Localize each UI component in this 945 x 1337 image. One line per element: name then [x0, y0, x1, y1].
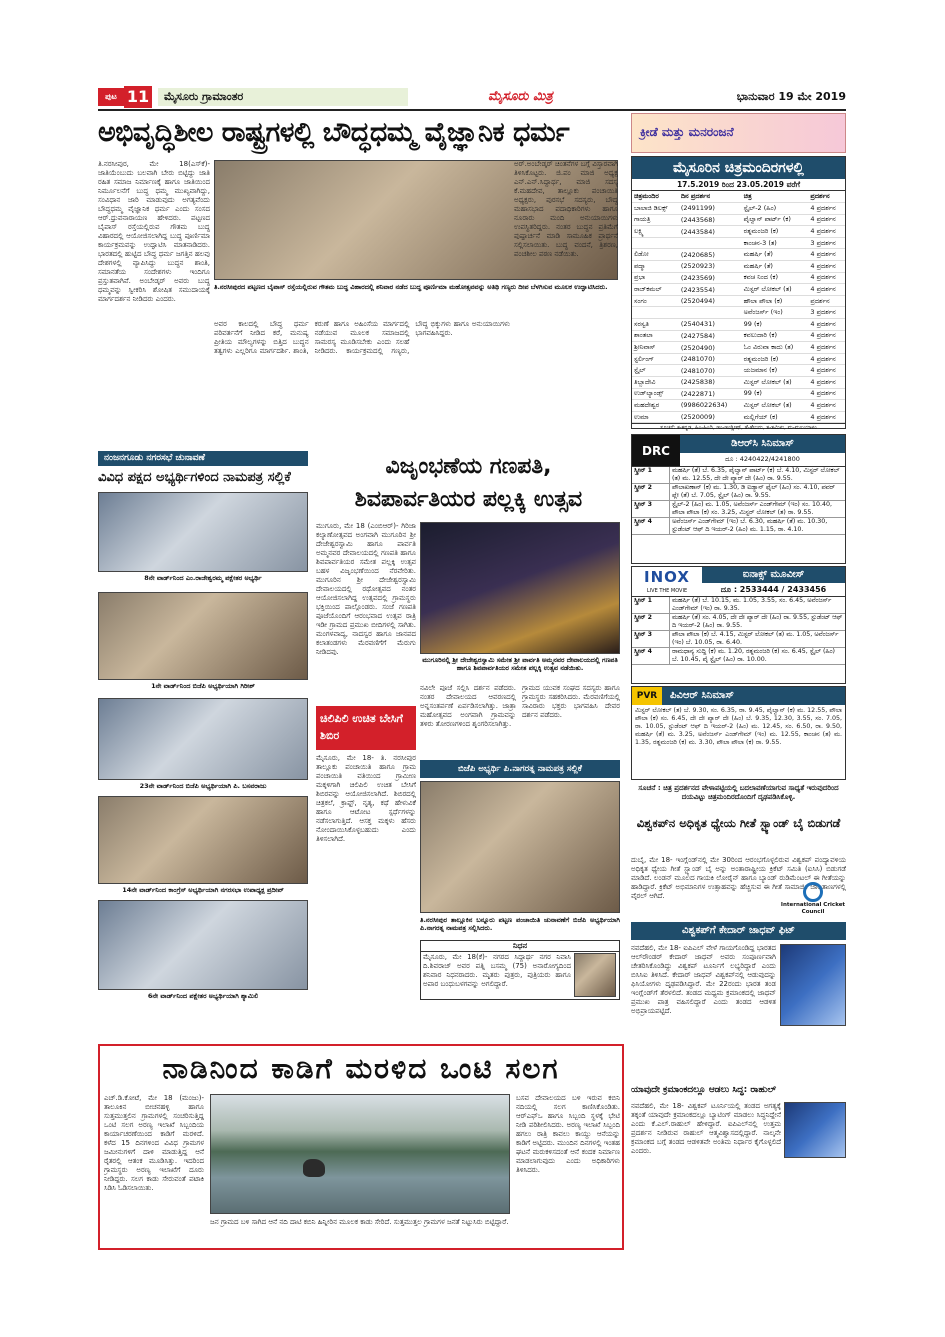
issue-date: ಭಾನುವಾರ 19 ಮೇ 2019 — [736, 90, 846, 103]
cinema-cell: (2520009) — [679, 411, 742, 423]
cinema-cell: ಶಾಂತಲಾ — [632, 330, 679, 342]
cinema-cell: (2540431) — [679, 319, 742, 331]
page-number: 11 — [124, 86, 152, 108]
cinema-cell: ಉಡ್‌ಲ್ಯಾಂಡ್ಸ್ — [632, 388, 679, 400]
elephant-photo — [210, 1094, 510, 1214]
icc-logo — [780, 882, 846, 918]
cinema-cell: ಮಿಸ್ಟರ್ ಲೋಕಲ್ (ತ) — [742, 377, 809, 389]
cinema-row — [632, 319, 845, 331]
screen-label: ಸ್ಕ್ರೀನ್ 2 — [632, 614, 670, 630]
cinema-cell: (2427584) — [679, 330, 742, 342]
cinema-cell: 4 ಪ್ರದರ್ಶನ — [808, 411, 845, 423]
cinema-cell: ಬಾಲಾಜಿ ಡಿಲಕ್ಸ್ — [632, 203, 679, 215]
cinema-row — [632, 237, 845, 249]
cinema-cell: 4 ಪ್ರದರ್ಶನ — [808, 330, 845, 342]
screen-row — [632, 631, 845, 648]
cinema-cell: ತಿಬ್ಬಾದೇವಿ — [632, 377, 679, 389]
cinema-cell: ಲಕ್ಷ್ಮಿ — [632, 226, 679, 238]
elephant-figure — [303, 1159, 325, 1177]
inox-logo-block — [632, 567, 702, 596]
cinema-title: ಮೈಸೂರಿನ ಚಿತ್ರಮಂದಿರಗಳಲ್ಲಿ — [632, 157, 845, 179]
cinema-row — [632, 411, 845, 423]
cinema-row — [632, 388, 845, 400]
nominee-caption-5: 6ನೇ ವಾರ್ಡ್‌ನಿಂದ ಪಕ್ಷೇತರ ಅಭ್ಯರ್ಥಿಯಾಗಿ ಶ್ಯಾಮಿಲಿ — [147, 992, 259, 1000]
nominee-caption-2: 1ನೇ ವಾರ್ಡ್‌ನಿಂದ ಬಿಜೆಪಿ ಅಭ್ಯರ್ಥಿಯಾಗಿ ಗಿರೀಶ್ — [151, 682, 255, 690]
screen-row — [632, 467, 845, 484]
drc-box — [631, 434, 846, 564]
pvr-listing: ಮಿಸ್ಟರ್ ಲೋಕಲ್ (ತ) ಬೆ. 9.30, ಸಂ. 6.35, ರಾ. 9.45, ಪೈಲ್ವಾನ್ (ಕ) ಮ. 12.55, ಪೌಲಾ ಪೌಲಾ (ಕ) ಸಂ. 6.45, ದೇ ದೇ ಪ್ಯಾರ್ ದೇ (ಹಿಂ) ಬೆ. 9.35, 12.30, 3.55, ಸಂ. 7.05, ರಾ. 10.05, ಸ್ಟುಡೆಂಟ್ ಆಫ್ ದಿ ಇಯರ್-2 (ಹಿಂ) ಮ. 12.45, ಸಂ. 6.50, ರಾ. 9.50, ಮಹರ್ಷಿ (ತೆ) ಮ. 3.25, ಅವೆಂಜರ್ಸ್ ಎಂಡ್‌ಗೇಮ್ (ಇಂ) ಮ. 12.55, ಕಾಂಚನ (ತ) ಮ. 1.35, ರತ್ನಮಂಜರಿ (ಕ) ಮ. 3.30, ಪೌಲಾ ಪೌಲಾ (ಕ) ರಾ. 9.55. — [635, 707, 842, 746]
cinema-cell: ಮಹರ್ಷಿ (ತೆ) — [742, 249, 809, 261]
inox-logo: INOX — [644, 568, 690, 586]
cinema-cell: ಕಾಂಚನ-3 (ತ) — [742, 237, 809, 249]
screen-showtimes: ಮಹರ್ಷಿ (ತೆ) ಸಂ. 4.05, ದೇ ದೇ ಪ್ಯಾರ್ ದೇ (ಹಿಂ) ರಾ. 9.55, ಸ್ಟುಡೆಂಟ್ ಆಫ್ ದಿ ಇಯರ್-2 (ಹಿಂ) ರಾ. 9.55. — [672, 614, 843, 629]
cinema-cell: ಮಲ್ಲಿಗೆಯ್ (ಕ) — [742, 411, 809, 423]
nominee-photo-2 — [98, 592, 308, 680]
page-header — [98, 86, 846, 108]
rahul-body: ನವದೆಹಲಿ, ಮೇ 18- ವಿಶ್ವಕಪ್ ಟೂರ್ನಿಯಲ್ಲಿ ತಂಡದ ಅಗತ್ಯಕ್ಕೆ ತಕ್ಕಂತೆ ಯಾವುದೇ ಕ್ರಮಾಂಕದಲ್ಲೂ ಬ್ಯಾಟಿಂಗ್ ಮಾಡಲು ಸಿದ್ಧನಿದ್ದೇನೆ ಎಂದು ಕೆ.ಎಲ್.ರಾಹುಲ್ ಹೇಳಿದ್ದಾರೆ. ಐಪಿಎಲ್‌ನಲ್ಲಿ ಉತ್ತಮ ಪ್ರದರ್ಶನ ನೀಡಿರುವ ರಾಹುಲ್ ಆತ್ಮವಿಶ್ವಾಸದಲ್ಲಿದ್ದಾರೆ. ನಾಲ್ಕನೇ ಕ್ರಮಾಂಕದ ಬಗ್ಗೆ ತಂಡದ ಆಡಳಿತವೇ ಅಂತಿಮ ನಿರ್ಧಾರ ಕೈಗೊಳ್ಳಲಿದೆ ಎಂದರು. — [631, 1102, 781, 1155]
cinema-cell: ಲಿಡೋ — [632, 249, 679, 261]
nominee-caption-3: 23ನೇ ವಾರ್ಡ್‌ನಿಂದ ಬಿಜೆಪಿ ಅಭ್ಯರ್ಥಿಯಾಗಿ ಪಿ. ಬಸವರಾಜು — [139, 782, 267, 790]
screen-label: ಸ್ಕ್ರೀನ್ 3 — [632, 501, 670, 517]
kedar-headline: ವಿಶ್ವಕಪ್‌ಗೆ ಕೇದಾರ್ ಜಾಧವ್ ಫಿಟ್ — [631, 922, 846, 940]
cinema-cell: 4 ಪ್ರದರ್ಶನ — [808, 365, 845, 377]
obituary-box — [420, 940, 620, 1000]
cinema-cell: ಪ್ರಭಾ — [632, 272, 679, 284]
elephant-box — [98, 1044, 624, 1250]
cinema-cell: (9986022634) — [679, 400, 742, 412]
cinema-cell: 4 ಪ್ರದರ್ಶನ — [808, 261, 845, 273]
lead-body-left: ತಿ.ನರಸೀಪುರ, ಮೇ 18(ಎಸ್‌ಕೆ)- ಜಾತಿಯೆಂಬುದು ಬಲವಾಗಿ ಬೇರು ಬಿಟ್ಟಿದ್ದು ಜಾತಿ ರಹಿತ ಸಮಾಜ ನಿರ್ಮಾಣಕ್ಕೆ ಹಾಗೂ ಜಾತಿಯಿಂದ ನಿರ್ಮೂಲನೆಗೆ ಬುದ್ಧ ಧಮ್ಮ ಮುಖ್ಯವಾಗಿದ್ದು, ಸಂವಿಧಾನ ಜಾರಿ ಮಾಡುವುದು ಅಗತ್ಯವೆಂದು ಬೌದ್ಧಧಮ್ಮ ವೈಜ್ಞಾನಿಕ ಧರ್ಮ ಎಂದು ಸಂಸದ ಆರ್.ಧ್ರುವನಾರಾಯಣ ಹೇಳಿದರು. ಪಟ್ಟಣದ ಬೈಪಾಸ್ ರಸ್ತೆಯಲ್ಲಿರುವ ಗೌತಮ ಬುದ್ಧ ವಿಹಾರದಲ್ಲಿ ಆಯೋಜಿಸಲಾಗಿದ್ದ ಬುದ್ಧ ಪೂರ್ಣಿಮಾ ಕಾರ್ಯಕ್ರಮವನ್ನು ಉದ್ಘಾಟಿಸಿ ಮಾತನಾಡಿದರು. ಭಾರತದಲ್ಲಿ ಹುಟ್ಟಿದ ಬೌದ್ಧ ಧರ್ಮ ಜಗತ್ತಿನ ಹಲವು ದೇಶಗಳಲ್ಲಿ ವ್ಯಾಪಿಸಿದ್ದು ಬುದ್ಧನ ಶಾಂತಿ, ಸಮಾನತೆಯ ಸಂದೇಶಗಳು ಇಂದಿಗೂ ಪ್ರಸ್ತುತವಾಗಿವೆ. ಅಂಬೇಡ್ಕರ್ ಅವರು ಬುದ್ಧ ಧಮ್ಮವನ್ನು ಸ್ವೀಕರಿಸಿ ಶೋಷಿತ ಸಮುದಾಯಕ್ಕೆ ಮಾರ್ಗದರ್ಶನ ನೀಡಿದರು ಎಂದರು. — [98, 160, 210, 303]
screen-label: ಸ್ಕ್ರೀನ್ 2 — [632, 484, 670, 500]
pvr-title: ಪಿವಿಆರ್ ಸಿನಿಮಾಸ್ — [662, 687, 845, 705]
inox-title-block — [702, 567, 845, 596]
elephant-body-right: ಬಸವ ದೇವಾಲಯದ ಬಳಿ ಇರುವ ಕಬಿನಿ ನದಿಯಲ್ಲಿ ಸಲಗ ಕಾಣಿಸಿಕೊಂಡಿತು. ಆರ್‌ಎಫ್‌ಒ ಹಾಗೂ ಸಿಬ್ಬಂದಿ ಸ್ಥಳಕ್ಕೆ ಭೇಟಿ ನೀಡಿ ಪರಿಶೀಲಿಸಿದರು. ಅರಣ್ಯ ಇಲಾಖೆ ಸಿಬ್ಬಂದಿ ಹಗಲು ರಾತ್ರಿ ಕಾವಲು ಕಾಯ್ದು ಆನೆಯನ್ನು ಕಾಡಿಗೆ ಅಟ್ಟಿದರು. ಮುಂದಿನ ದಿನಗಳಲ್ಲಿ ಇಂತಹ ಘಟನೆ ಮರುಕಳಿಸದಂತೆ ಆನೆ ಕಂದಕ ನಿರ್ಮಾಣ ಮಾಡಲಾಗುವುದು ಎಂದು ಅಧಿಕಾರಿಗಳು ತಿಳಿಸಿದರು. — [516, 1094, 620, 1174]
cinema-cell: (2491199) — [679, 203, 742, 215]
rahul-headline: ಯಾವುದೇ ಕ್ರಮಾಂಕದಲ್ಲೂ ಆಡಲು ಸಿದ್ಧ: ರಾಹುಲ್ — [631, 1085, 777, 1095]
cinema-cell: ಮಹದೇಶ್ವರ — [632, 400, 679, 412]
cinema-cell: (2420685) — [679, 249, 742, 261]
cinema-cell: (2481070) — [679, 353, 742, 365]
cinema-cell: 4 ಪ್ರದರ್ಶನ — [808, 353, 845, 365]
cinema-cell: ರಾಜ್‌ಕಮಲ್ — [632, 284, 679, 296]
cinema-cell: 4 ಪ್ರದರ್ಶನ — [808, 214, 845, 226]
cinema-row — [632, 284, 845, 296]
cinema-cell: 4 ಪ್ರದರ್ಶನ — [808, 377, 845, 389]
cinema-cell: 99 (ಕ) — [742, 319, 809, 331]
inox-phone: ದೂ : 2533444 / 2433456 — [720, 585, 827, 594]
ganapathi-photo-caption: ಮುಗೂರಿನಲ್ಲಿ ಶ್ರೀ ದೇಜೇಶ್ವರಸ್ವಾಮಿ ಸಮೇತ ಶ್ರೀ ಪಾರ್ವತಿ ಅಮ್ಮನವರ ದೇವಾಲಯದಲ್ಲಿ ಗಣಪತಿ ಹಾಗೂ ಶಿವಪಾರ್ವತಿಯರ ಸಮೇತ ಪಲ್ಲಕ್ಕಿ ಉತ್ಸವ ನಡೆಯಿತು. — [422, 656, 618, 672]
cinema-cell: 3 ಪ್ರದರ್ಶನ — [808, 307, 845, 319]
header-divider — [98, 109, 846, 111]
screen-showtimes: ಪೌಲಾಖಣಾನ್ (ಕ) ಮ. 1.30, ಡಿ ಐಡ್ಯಾನ್ ಫೈಲ್ (ಹಿಂ) ಸಂ. 4.10, ಪವರ್ ಪ್ಲೇ (ತೆ) ಬೆ. 7.05, ಸ್ಟೈಲ್ (ಹಿಂ) ರಾ. 9.55. — [672, 484, 835, 499]
ganapathi-photo — [420, 522, 620, 654]
cinema-row — [632, 203, 845, 215]
kedar-photo — [780, 944, 846, 1026]
camp-headline: ಚಿಲಿಪಿಲಿ ಉಚಿತ ಬೇಸಿಗೆ ಶಿಬಿರ — [316, 706, 416, 750]
cinema-table — [632, 191, 845, 423]
inox-box — [631, 566, 846, 684]
cinema-cell: 4 ಪ್ರದರ್ಶನ — [808, 272, 845, 284]
cinema-cell: 4 ಪ್ರದರ್ಶನ — [808, 342, 845, 354]
cinema-cell: ಸಂಗಂ — [632, 295, 679, 307]
cinema-cell: 4 ಪ್ರದರ್ಶನ — [808, 388, 845, 400]
screen-showtimes: ಸ್ಟೈಲ್-2 (ಹಿಂ) ಮ. 1.05, ಅವೆಂಜರ್ಸ್ ಎಂಡ್‌ಗೇಮ್ (ಇಂ) ಸಂ. 10.40, ಪೌಲಾ ಪೌಲಾ (ಕ) ಸಂ. 3.25, ಮಿಸ್ಟರ್ ಲೋಕಲ್ (ತ) ರಾ. 9.55. — [672, 501, 833, 516]
cinema-cell: (2520490) — [679, 342, 742, 354]
cinema-cell: 3 ಪ್ರದರ್ಶನ — [808, 237, 845, 249]
cinema-cell: (2422871) — [679, 388, 742, 400]
cinema-cell: (2520923) — [679, 261, 742, 273]
lead-body-right: ಅರ್.ಅಂಬೇಡ್ಕರ್ ಚಿಂತನೆಗಳ ಬಗ್ಗೆ ವಿಸ್ತಾರವಾಗಿ ತಿಳಿಸಿಕೊಟ್ಟರು. ಜಿ.ಪಂ ಮಾಜಿ ಅಧ್ಯಕ್ಷ ಎನ್.ಎನ್.ಸಿದ್ದಾರ್ಥ, ಮಾಜಿ ಸದಸ್ಯ ಕೆ.ಮಹದೇವ, ತಾಲ್ಲೂಕು ಪಂಚಾಯಿತಿ ಅಧ್ಯಕ್ಷರು, ಪುರಸಭೆ ಸದಸ್ಯರು, ಬೌದ್ಧ ಮಹಾಸಭಾದ ಪದಾಧಿಕಾರಿಗಳು ಹಾಗೂ ನೂರಾರು ಮಂದಿ ಅನುಯಾಯಿಗಳು ಉಪಸ್ಥಿತರಿದ್ದರು. ನಂತರ ಬುದ್ಧನ ಪ್ರತಿಮೆಗೆ ಪುಷ್ಪಾರ್ಚನೆ ಮಾಡಿ ಸಾಮೂಹಿಕ ಪ್ರಾರ್ಥನೆ ಸಲ್ಲಿಸಲಾಯಿತು. ಬುದ್ಧ ವಂದನೆ, ತ್ರಿಶರಣ, ಪಂಚಶೀಲ ಪಠಣ ನಡೆಯಿತು. — [514, 160, 618, 258]
bjp-photo — [420, 781, 620, 913]
cinema-cell: ಮಹರ್ಷಿ (ತೆ) — [742, 261, 809, 273]
cinema-cell: 4 ಪ್ರದರ್ಶನ — [808, 203, 845, 215]
ganapathi-body-3: ಗ್ರಾಮದ ಯುವಕ ಸಂಘದ ಸದಸ್ಯರು ಹಾಗೂ ಗ್ರಾಮಸ್ಥರು ಸಹಕರಿಸಿದರು. ಮೆರವಣಿಗೆಯಲ್ಲಿ ಸಾವಿರಾರು ಭಕ್ತರು ಭಾಗವಹಿಸಿ ದೇವರ ದರ್ಶನ ಪಡೆದರು. — [522, 684, 620, 719]
cinema-row — [632, 272, 845, 284]
cinema-row — [632, 307, 845, 319]
cinema-row — [632, 249, 845, 261]
cinema-row — [632, 295, 845, 307]
cinema-cell: ಗಾಯತ್ರಿ — [632, 214, 679, 226]
cinema-row — [632, 377, 845, 389]
cinema-cell: ಸರಸ್ವತಿ — [632, 319, 679, 331]
cinema-cell — [679, 307, 742, 319]
camp-body: ಮೈಸೂರು, ಮೇ 18- ತಿ. ನರಸೀಪುರ ತಾಲ್ಲೂಕು ಪಂಚಾಯಿತಿ ಹಾಗೂ ಗ್ರಾಮ ಪಂಚಾಯಿತಿ ವತಿಯಿಂದ ಗ್ರಾಮೀಣ ಮಕ್ಕಳಿಗಾಗಿ ಚಿಲಿಪಿಲಿ ಉಚಿತ ಬೇಸಿಗೆ ಶಿಬಿರವನ್ನು ಆಯೋಜಿಸಲಾಗಿದೆ. ಶಿಬಿರದಲ್ಲಿ ಚಿತ್ರಕಲೆ, ಕ್ರಾಫ್ಟ್, ನೃತ್ಯ, ಕಥೆ ಹೇಳುವಿಕೆ ಹಾಗೂ ಆಟೋಟ ಸ್ಪರ್ಧೆಗಳನ್ನು ನಡೆಸಲಾಗುತ್ತಿದೆ. ಆಸಕ್ತ ಮಕ್ಕಳು ಹೆಸರು ನೋಂದಾಯಿಸಿಕೊಳ್ಳಬಹುದು ಎಂದು ತಿಳಿಸಲಾಗಿದೆ. — [316, 754, 416, 843]
cinema-cell: ಮಿಸ್ಟರ್ ಲೋಕಲ್ (ತ) — [742, 400, 809, 412]
inox-header — [632, 567, 845, 597]
screen-showtimes: ಪೌಲಾ ಪೌಲಾ (ಕ) ಬೆ. 4.15, ಮಿಸ್ಟರ್ ಲೋಕಲ್ (ತ) ಮ. 1.05, ಅವೆಂಜರ್ಸ್ (ಇಂ) ಬೆ. 10.05, ರಾ. 6.40. — [672, 631, 839, 646]
nominee-caption-1: 8ನೇ ವಾರ್ಡ್‌ನಿಂದ ಎಂ.ರಾಜೇಶ್ವರಮ್ಮ ಪಕ್ಷೇತರ ಅಭ್ಯರ್ಥಿ — [144, 574, 262, 582]
nominee-caption-4: 14ನೇ ವಾರ್ಡ್‌ನಿಂದ ಕಾಂಗ್ರೆಸ್ ಅಭ್ಯರ್ಥಿಯಾಗಿ ನಗರಸಭಾ ಉಪಾಧ್ಯಕ್ಷ ಪ್ರದೀಪ್ — [122, 886, 284, 894]
drc-title-block — [680, 435, 845, 466]
cinema-footnote: ಸೂಚನೆ: ಕ-ಕನ್ನಡ, ಹಿಂ-ಹಿಂದಿ, ಇಂ-ಇಂಗ್ಲೀಷ್, ತೆ-ತೆಲುಗು, ತ-ತಮಿಳು, ಮ-ಮಲಯಾಳಂ — [632, 423, 845, 432]
camp-box — [316, 706, 416, 996]
cinema-notice: ಸೂಚನೆ : ಚಿತ್ರ ಪ್ರದರ್ಶನದ ವೇಳಾಪಟ್ಟಿಯಲ್ಲಿ ಬದಲಾವಣೆಯಾಗುವ ಸಾಧ್ಯತೆ ಇರುವುದರಿಂದ ದಯವಿಟ್ಟು ಚಿತ್ರಮಂದಿರದೊಂದಿಗೆ ದೃಢಪಡಿಸಿಕೊಳ್ಳಿ. — [638, 784, 839, 801]
cinema-cell — [679, 237, 742, 249]
section-name: ಮೈಸೂರು ಗ್ರಾಮಾಂತರ — [158, 88, 408, 106]
cinema-cell: 4 ಪ್ರದರ್ಶನ — [808, 284, 845, 296]
masthead-logo: ಮೈಸೂರು ಮಿತ್ರ — [488, 89, 553, 104]
screen-showtimes: ಮಹರ್ಷಿ (ತೆ) ಬೆ. 6.35, ಪೈಲ್ವಾನ್ ಪಾರ್ಟ್ (ಕ) ಬೆ. 4.10, ಮಿಸ್ಟರ್ ಲೋಕಲ್ (ತ) ಮ. 12.55, ದೇ ದೇ ಪ್ಯಾರ್ ದೇ (ಹಿಂ) ರಾ. 9.55. — [672, 467, 840, 482]
rahul-photo — [784, 1102, 846, 1158]
cinema-cell: (2425838) — [679, 377, 742, 389]
cinema-cell: ಪ್ರದರ್ಶನ — [808, 295, 845, 307]
obituary-body: ಮೈಸೂರು, ಮೇ 18(ಕೆ)- ನಗರದ ಸಿದ್ದಾರ್ಥ ನಗರ ನಿವಾಸಿ ದಿ.ಶಿವರಾಜ್ ಅವರ ಪತ್ನಿ ಬಸಮ್ಮ (75) ಅನಾರೋಗ್ಯದಿಂದ ಶನಿವಾರ ನಿಧನರಾದರು. ಮೃತರು ಪುತ್ರರು, ಪುತ್ರಿಯರು ಹಾಗೂ ಅಪಾರ ಬಂಧುಬಳಗವನ್ನು ಅಗಲಿದ್ದಾರೆ. — [423, 953, 571, 988]
screen-showtimes: ರಾಮಧಾನ್ಯ ಸುದ್ದಿ (ಕ) ಮ. 1.20, ರತ್ನಮಂಜರಿ (ಕ) ಸಂ. 6.45, ಸ್ಟೈಲ್ (ಹಿಂ) ಬೆ. 10.45, ಪೈ ಸ್ಟೈಲ್ (ಹಿಂ) ರಾ. 10.00. — [672, 648, 835, 663]
cinema-cell: 4 ಪ್ರದರ್ಶನ — [808, 226, 845, 238]
ganapathi-body-2: ನವಿಲೇ ಪೂಜೆ ಸಲ್ಲಿಸಿ ದರ್ಶನ ಪಡೆದರು. ನಂತರ ದೇವಾಲಯದ ಆವರಣದಲ್ಲಿ ಅನ್ನಸಂತರ್ಪಣೆ ಏರ್ಪಡಿಸಲಾಗಿತ್ತು. ಜಾತ್ರಾ ಮಹೋತ್ಸವದ ಅಂಗವಾಗಿ ಗ್ರಾಮವನ್ನು ತಳಿರು ತೋರಣಗಳಿಂದ ಶೃಂಗರಿಸಲಾಗಿತ್ತು. — [420, 684, 516, 728]
bjp-caption: ತಿ.ನರಸೀಪುರ ತಾಲ್ಲೂಕಿನ ಬನ್ನೂರು ಪಟ್ಟಣ ಪಂಚಾಯಿತಿ ಚುನಾವಣೆಗೆ ಬಿಜೆಪಿ ಅಭ್ಯರ್ಥಿಯಾಗಿ ಪಿ.ನಾಗರತ್ನ ನಾಮಪತ್ರ ಸಲ್ಲಿಸಿದರು. — [420, 916, 620, 932]
lead-body-mid: ಅವರ ಕಾಲದಲ್ಲಿ ಬೌದ್ಧ ಧರ್ಮ ಪರಿವರ್ತನೆಗೆ ನೀಡಿದ ಕರೆ, ಮನುಷ್ಯ ಪ್ರೀತಿಯ ಮೌಲ್ಯಗಳನ್ನು ಬಿತ್ತಿದ ಬುದ್ಧನ ತತ್ವಗಳು ಎಲ್ಲರಿಗೂ ಮಾರ್ಗದರ್ಶಿ. ಶಾಂತಿ, ಕರುಣೆ ಹಾಗೂ ಅಹಿಂಸೆಯ ಮಾರ್ಗದಲ್ಲಿ ನಡೆಯುವ ಮೂಲಕ ಸಮಾಜದಲ್ಲಿ ಸಾಮರಸ್ಯ ಮೂಡಿಸಬೇಕು ಎಂದು ಸಲಹೆ ನೀಡಿದರು. ಕಾರ್ಯಕ್ರಮದಲ್ಲಿ ಗಣ್ಯರು, ಬೌದ್ಧ ಭಿಕ್ಕುಗಳು ಹಾಗೂ ಅನುಯಾಯಿಗಳು ಭಾಗವಹಿಸಿದ್ದರು. — [214, 320, 510, 355]
screen-row — [632, 614, 845, 631]
ganapathi-headline-line1: ವಿಜೃಂಭಣೆಯ ಗಣಪತಿ, — [385, 454, 552, 479]
cinema-row — [632, 342, 845, 354]
cinema-row — [632, 330, 845, 342]
cinema-cell: ರತ್ನಮಂಜರಿ (ಕ) — [742, 353, 809, 365]
drc-logo: DRC — [632, 435, 680, 466]
cinema-cell: ಹೌಲಾ ಪೌಲಾ (ಕ) — [742, 295, 809, 307]
cinema-cell: ರತ್ನಮಂಜರಿ (ಕ) — [742, 226, 809, 238]
screen-label: ಸ್ಕ್ರೀನ್ 4 — [632, 648, 670, 664]
sports-banner — [631, 113, 846, 153]
lead-headline: ಅಭಿವೃದ್ಧಿಶೀಲ ರಾಷ್ಟ್ರಗಳಲ್ಲಿ ಬೌದ್ಧಧಮ್ಮ ವೈಜ್ಞಾನಿಕ ಧರ್ಮ — [98, 117, 570, 148]
cinema-cell: ಕವಚ ನಿಂದ (ಕ) — [742, 272, 809, 284]
screen-row — [632, 518, 845, 535]
page-label-badge: ಪುಟ — [98, 88, 124, 106]
cinema-cell: ಪೈಲ್ವಾನ್ ಪಾರ್ಟ್ (ಕ) — [742, 214, 809, 226]
pvr-header — [632, 687, 845, 705]
cinema-row — [632, 353, 845, 365]
cinema-col-header: ಪ್ರದರ್ಶನ — [808, 191, 845, 203]
obituary-heading: ನಿಧನ — [421, 941, 619, 952]
cinema-col-header: ಚಿತ್ರಮಂದಿರ — [632, 191, 679, 203]
cinema-cell: (2481070) — [679, 365, 742, 377]
lead-photo-caption: ತಿ.ನರಸೀಪುರದ ಪಟ್ಟಣದ ಬೈಪಾಸ್ ರಸ್ತೆಯಲ್ಲಿರುವ ಗೌತಮ ಬುದ್ಧ ವಿಹಾರದಲ್ಲಿ ಶನಿವಾರ ನಡೆದ ಬುದ್ಧ ಪೂರ್ಣಿಮಾ ಮಹೋತ್ಸವವನ್ನು ಅತಿಥಿ ಗಣ್ಯರು ದೀಪ ಬೆಳಗಿಸುವ ಮೂಲಕ ಉದ್ಘಾಟಿಸಿದರು. — [214, 283, 608, 291]
elephant-body-left: ಎಚ್.ಡಿ.ಕೋಟೆ, ಮೇ 18 (ಮಂಜು)- ತಾಲೂಕಿನ ಬೀಚನಹಳ್ಳಿ ಹಾಗೂ ಸುತ್ತಮುತ್ತಲಿನ ಗ್ರಾಮಗಳಲ್ಲಿ ಸಂಚರಿಸುತ್ತಿದ್ದ ಒಂಟಿ ಸಲಗ ಅರಣ್ಯ ಇಲಾಖೆ ಸಿಬ್ಬಂದಿಯ ಕಾರ್ಯಾಚರಣೆಯಿಂದ ಕಾಡಿಗೆ ಮರಳಿದೆ. ಕಳೆದ 15 ದಿನಗಳಿಂದ ವಿವಿಧ ಗ್ರಾಮಗಳ ಜಮೀನುಗಳಿಗೆ ದಾಳಿ ಮಾಡುತ್ತಿದ್ದ ಆನೆ ರೈತರಲ್ಲಿ ಆತಂಕ ಮೂಡಿಸಿತ್ತು. ಇದರಿಂದ ಗ್ರಾಮಸ್ಥರು ಅರಣ್ಯ ಇಲಾಖೆಗೆ ದೂರು ನೀಡಿದ್ದರು. ಸಲಗ ಕಾಡು ಸೇರುವಂತೆ ಪಟಾಕಿ ಸಿಡಿಸಿ ಓಡಿಸಲಾಯಿತು. — [104, 1094, 204, 1192]
cinema-listing-box — [631, 156, 846, 432]
worldcup-headline: ವಿಶ್ವಕಪ್‌ನ ಅಧಿಕೃತ ಧ್ಯೇಯ ಗೀತೆ ಸ್ಟ್ಯಾಂಡ್ ಬೈ ಬಿಡುಗಡೆ — [636, 816, 841, 830]
nominee-photo-4 — [98, 796, 308, 884]
cinema-cell: ಶ್ರೀನಿವಾಸ್ — [632, 342, 679, 354]
screen-row — [632, 501, 845, 518]
cinema-col-header: ಚಿತ್ರ — [742, 191, 809, 203]
kedar-body: ನವದೆಹಲಿ, ಮೇ 18- ಐಪಿಎಲ್ ವೇಳೆ ಗಾಯಗೊಂಡಿದ್ದ ಭಾರತದ ಆಲ್‌ರೌಂಡರ್ ಕೇದಾರ್ ಜಾಧವ್ ಅವರು ಸಂಪೂರ್ಣವಾಗಿ ಚೇತರಿಸಿಕೊಂಡಿದ್ದು ವಿಶ್ವಕಪ್ ಟೂರ್ನಿಗೆ ಲಭ್ಯರಿದ್ದಾರೆ ಎಂದು ಬಿಸಿಸಿಐ ತಿಳಿಸಿದೆ. ಕೇದಾರ್ ಜಾಧವ್ ವಿಶ್ವಕಪ್‌ನಲ್ಲಿ ಆಡುವುದನ್ನು ಫಿಸಿಯೋಗಳು ದೃಢಪಡಿಸಿದ್ದಾರೆ. ಮೇ 22ರಂದು ಭಾರತ ತಂಡ ಇಂಗ್ಲೆಂಡ್‌ಗೆ ತೆರಳಲಿದೆ. ತಂಡದ ಮಧ್ಯಮ ಕ್ರಮಾಂಕದಲ್ಲಿ ಜಾಧವ್ ಪ್ರಮುಖ ಪಾತ್ರ ವಹಿಸಲಿದ್ದಾರೆ ಎಂದು ತಂಡದ ಆಡಳಿತ ಅಭಿಪ್ರಾಯಪಟ್ಟಿದೆ. — [631, 944, 776, 1015]
cinema-cell: 99 (ಕ) — [742, 388, 809, 400]
cinema-cell: ಅವೆಂಜರ್ಸ್ (ಇಂ) — [742, 307, 809, 319]
cinema-cell: (2443568) — [679, 214, 742, 226]
nanjangud-headline: ವಿವಿಧ ಪಕ್ಷದ ಅಭ್ಯರ್ಥಿಗಳಿಂದ ನಾಮಪತ್ರ ಸಲ್ಲಿಕೆ — [98, 470, 291, 485]
cinema-col-header: ದಿನ ಪ್ರದರ್ಶನ — [679, 191, 742, 203]
nanjangud-kicker: ನಂಜನಗೂಡು ನಗರಸಭೆ ಚುನಾವಣೆ — [98, 451, 308, 466]
pvr-box — [631, 686, 846, 780]
cinema-cell: ಓಂ ವಿರುವಾ ಕಾದು (ತ) — [742, 342, 809, 354]
cinema-row — [632, 226, 845, 238]
nominee-photo-3 — [98, 698, 308, 780]
cinema-row — [632, 400, 845, 412]
cinema-cell: ಉಮಾ — [632, 411, 679, 423]
screen-label: ಸ್ಕ್ರೀನ್ 4 — [632, 518, 670, 534]
cinema-cell: 4 ಪ್ರದರ್ಶನ — [808, 319, 845, 331]
cinema-cell: ಸ್ಟೈಲ್ — [632, 365, 679, 377]
sports-banner-title: ಕ್ರೀಡೆ ಮತ್ತು ಮನರಂಜನೆ — [640, 125, 734, 139]
drc-title: ಡಿಆರ್‌ಸಿ ಸಿನಿಮಾಸ್ — [680, 435, 845, 453]
worldcup-body: ದುಬೈ, ಮೇ 18- ಇಂಗ್ಲೆಂಡ್‌ನಲ್ಲಿ ಮೇ 30ರಿಂದ ಆರಂಭಗೊಳ್ಳಲಿರುವ ವಿಶ್ವಕಪ್ ಪಂದ್ಯಾವಳಿಯ ಅಧಿಕೃತ ಧ್ಯೇಯ ಗೀತೆ ಸ್ಟ್ಯಾಂಡ್ ಬೈ ಅನ್ನು ಅಂತಾರಾಷ್ಟ್ರೀಯ ಕ್ರಿಕೆಟ್ ಸಮಿತಿ (ಐಸಿಸಿ) ಬಿಡುಗಡೆ ಮಾಡಿದೆ. ಲಂಡನ್ ಮೂಲದ ಗಾಯಕಿ ಲೋರೈನ್ ಹಾಗೂ ಬ್ಯಾಂಡ್ ರುಡಿಮೆಂಟಲ್ ಈ ಗೀತೆಯನ್ನು ಹಾಡಿದ್ದಾರೆ. ಕ್ರಿಕೆಟ್ ಅಭಿಮಾನಿಗಳ ಉತ್ಸಾಹವನ್ನು ಹೆಚ್ಚಿಸುವ ಈ ಗೀತೆ ಸಾಮಾಜಿಕ ಜಾಲತಾಣಗಳಲ್ಲಿ ವೈರಲ್ ಆಗಿದೆ. — [631, 856, 846, 900]
cinema-cell: ಮಿಸ್ಟರ್ ಲೋಕಲ್ (ತ) — [742, 284, 809, 296]
cinema-cell: ಯಜಮಾನ (ಕ) — [742, 365, 809, 377]
elephant-headline: ನಾಡಿನಿಂದ ಕಾಡಿಗೆ ಮರಳಿದ ಒಂಟಿ ಸಲಗ — [162, 1052, 560, 1085]
cinema-cell: (2423569) — [679, 272, 742, 284]
drc-header — [632, 435, 845, 467]
cinema-cell: ಸ್ಟೈಲ್-2 (ಹಿಂ) — [742, 203, 809, 215]
cinema-cell: ಕವಲುದಾರಿ (ಕ) — [742, 330, 809, 342]
screen-label: ಸ್ಕ್ರೀನ್ 1 — [632, 467, 670, 483]
cinema-table-header — [632, 191, 845, 203]
ganapathi-headline-line2: ಶಿವಪಾರ್ವತಿಯರ ಪಲ್ಲಕ್ಕಿ ಉತ್ಸವ — [354, 487, 583, 512]
nominee-photo-5 — [98, 900, 308, 990]
inox-title: ಐನಾಕ್ಸ್ ಮೂವೀಸ್ — [702, 567, 845, 583]
cinema-date-range: 17.5.2019 ರಿಂದ 23.05.2019 ವರೆಗೆ — [632, 179, 845, 191]
screen-row — [632, 597, 845, 614]
screen-label: ಸ್ಕ್ರೀನ್ 1 — [632, 597, 670, 613]
screen-showtimes: ಮಹರ್ಷಿ (ತೆ) ಬೆ. 10.15, ಮ. 1.05, 3.55, ಸಂ. 6.45, ಅವೆಂಜರ್ಸ್ ಎಂಡ್‌ಗೇಮ್ (ಇಂ) ರಾ. 9.35. — [672, 597, 832, 612]
cinema-cell — [632, 237, 679, 249]
ganapathi-headline — [316, 450, 621, 516]
inox-tagline: LIVE THE MOVIE — [646, 588, 688, 594]
cinema-cell: ಸ್ಟರ್ಲಿಂಗ್ — [632, 353, 679, 365]
cinema-cell: (2520494) — [679, 295, 742, 307]
bjp-headline: ಬಿಜೆಪಿ ಅಭ್ಯರ್ಥಿ ಪಿ.ನಾಗರತ್ನ ನಾಮಪತ್ರ ಸಲ್ಲಿಕೆ — [420, 760, 620, 778]
obituary-portrait — [574, 953, 616, 997]
cinema-cell: (2423554) — [679, 284, 742, 296]
screen-row — [632, 484, 845, 501]
cinema-cell: (2443584) — [679, 226, 742, 238]
cinema-row — [632, 365, 845, 377]
screen-showtimes: ಅವೆಂಜರ್ಸ್ ಎಂಡ್‌ಗೇಮ್ (ಇಂ) ಬೆ. 6.30, ಮಹರ್ಷಿ (ತೆ) ಮ. 10.30, ಸ್ಟುಡೆಂಟ್ ಆಫ್ ದಿ ಇಯರ್-2 (ಹಿಂ) ಮ. 1.15, ರಾ. 4.10. — [672, 518, 828, 533]
cinema-cell: 4 ಪ್ರದರ್ಶನ — [808, 249, 845, 261]
drc-phone: ದೂ : 4240422/4241800 — [725, 455, 800, 463]
icc-label: International Cricket Council — [780, 902, 846, 915]
nominee-photo-1 — [98, 492, 308, 572]
icc-emblem — [803, 882, 823, 902]
pvr-logo: PVR — [632, 687, 662, 705]
inox-screens — [632, 597, 845, 665]
screen-row — [632, 648, 845, 665]
cinema-row — [632, 261, 845, 273]
cinema-cell: ಪದ್ಮಾ — [632, 261, 679, 273]
cinema-cell: 4 ಪ್ರದರ್ಶನ — [808, 400, 845, 412]
drc-screens — [632, 467, 845, 535]
ganapathi-body: ಮುಗೂರು, ಮೇ 18 (ಎಂಬಿಆರ್)- ಗಿರಿಜಾ ಕಲ್ಯಾಣೋತ್ಸವದ ಅಂಗವಾಗಿ ಮುಗೂರಿನ ಶ್ರೀ ದೇಜೇಶ್ವರಸ್ವಾಮಿ ಹಾಗೂ ಪಾರ್ವತಿ ಅಮ್ಮನವರ ದೇವಾಲಯದಲ್ಲಿ ಗಣಪತಿ ಹಾಗೂ ಶಿವಪಾರ್ವತಿಯರ ಸಮೇತ ಪಲ್ಲಕ್ಕಿ ಉತ್ಸವ ಬಹಳ ವಿಜೃಂಭಣೆಯಿಂದ ನೆರವೇರಿತು. ಮುಗೂರಿನ ಶ್ರೀ ದೇಜೇಶ್ವರಸ್ವಾಮಿ ದೇವಾಲಯದಲ್ಲಿ ರಥೋತ್ಸವದ ನಂತರ ಆಯೋಜಿಸಲಾಗಿದ್ದ ಉತ್ಸವದಲ್ಲಿ ಗ್ರಾಮಸ್ಥರು ಭಕ್ತಿಯಿಂದ ಪಾಲ್ಗೊಂಡರು. ಸಂಜೆ ಗಣಪತಿ ಪೂಜೆಯೊಂದಿಗೆ ಆರಂಭವಾದ ಉತ್ಸವ ರಾತ್ರಿ ಇಡೀ ಗ್ರಾಮದ ಪ್ರಮುಖ ಬೀದಿಗಳಲ್ಲಿ ಸಾಗಿತು. ಮಂಗಳವಾದ್ಯ, ನಾದಸ್ವರ ಹಾಗೂ ಜಾನಪದ ಕಲಾತಂಡಗಳು ಮೆರವಣಿಗೆಗೆ ಮೆರುಗು ನೀಡಿದವು. — [316, 522, 416, 656]
elephant-body-mid: ಜನ ಗ್ರಾಮದ ಬಳಿ ಸಾಗಿದ ಆನೆ ನದಿ ದಾಟಿ ಕಬಿನಿ ಹಿನ್ನೀರಿನ ಮೂಲಕ ಕಾಡು ಸೇರಿದೆ. ಸುತ್ತಮುತ್ತಲ ಗ್ರಾಮಗಳ ಜನತೆ ನಿಟ್ಟುಸಿರು ಬಿಟ್ಟಿದ್ದಾರೆ. — [210, 1218, 509, 1226]
cinema-cell — [632, 307, 679, 319]
screen-label: ಸ್ಕ್ರೀನ್ 3 — [632, 631, 670, 647]
cinema-row — [632, 214, 845, 226]
